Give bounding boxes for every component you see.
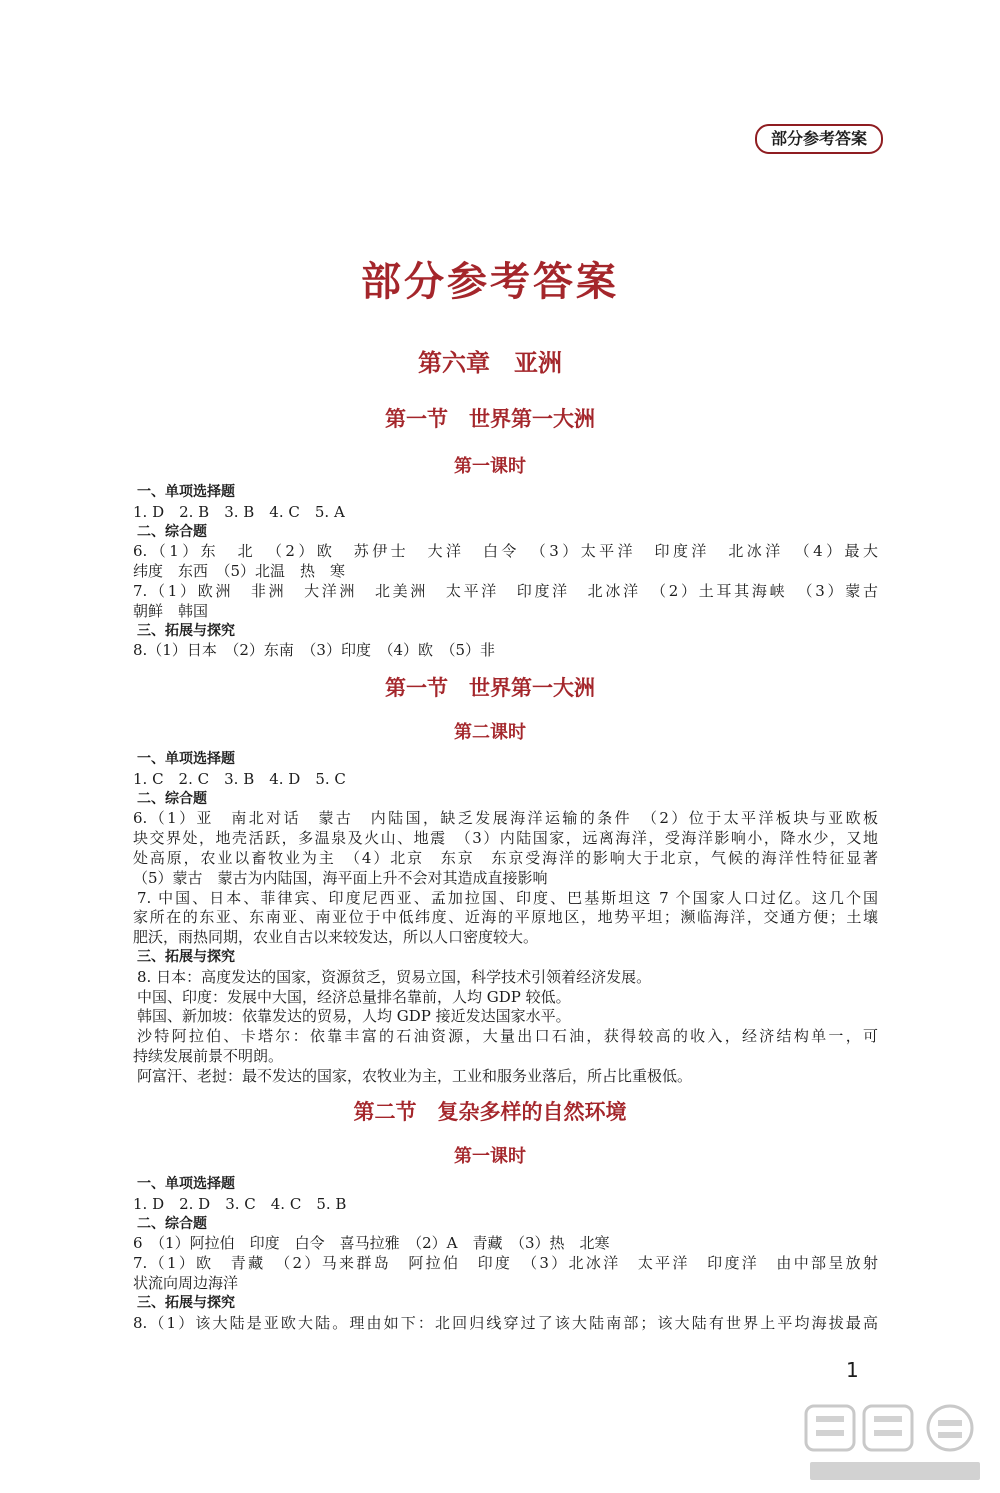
section-title: 第二节 复杂多样的自然环境: [353, 1100, 627, 1124]
answer-line: 朝鲜 韩国: [133, 601, 209, 620]
answer-line: 块交界处，地壳活跃，多温泉及火山、地震 （3）内陆国家，远离海洋，受海洋影响小，降水少，又地: [133, 829, 878, 848]
answer-block: [133, 483, 878, 661]
page-title: 部分参考答案: [361, 259, 619, 305]
answer-heading: 二、综合题: [137, 790, 207, 807]
answer-heading: 三、拓展与探究: [137, 622, 235, 639]
answer-line: 家所在的东亚、东南亚、南亚位于中低纬度、近海的平原地区，地势平坦；濒临海洋，交通方便；土壤: [133, 908, 878, 927]
chapter-title: 第六章 亚洲: [418, 349, 562, 377]
answer-heading: 二、综合题: [137, 1215, 207, 1232]
section-title: 第一节 世界第一大洲: [385, 676, 595, 700]
answer-heading: 一、单项选择题: [137, 751, 235, 767]
answer-heading: 一、单项选择题: [137, 484, 235, 500]
answer-line: 状流向周边海洋: [133, 1273, 239, 1292]
answer-line: 8.（1）该大陆是亚欧大陆。理由如下：北回归线穿过了该大陆南部；该大陆有世界上平均海拔最高: [133, 1313, 878, 1332]
answer-line: 8. 日本：高度发达的国家，资源贫乏，贸易立国，科学技术引领着经济发展。: [137, 967, 652, 986]
answer-block: [133, 750, 878, 1087]
answer-block: [133, 1175, 878, 1333]
answer-line: 纬度 东西 （5）北温 热 寒: [133, 562, 346, 581]
answer-line: 6 （1）阿拉伯 印度 白令 喜马拉雅 （2）A 青藏 （3）热 北寒: [133, 1234, 610, 1253]
answer-heading: 三、拓展与探究: [137, 1294, 235, 1311]
answer-line: 肥沃，雨热同期，农业自古以来较发达，所以人口密度较大。: [133, 928, 539, 947]
answer-line: 7. 中国、日本、菲律宾、印度尼西亚、孟加拉国、印度、巴基斯坦这 7 个国家人口过亿。这几个国: [137, 888, 878, 907]
answer-line: 6.（1）亚 南北对话 蒙古 内陆国，缺乏发展海洋运输的条件 （2）位于太平洋板块与亚欧板: [133, 809, 878, 828]
section-title: 第一节 世界第一大洲: [385, 407, 595, 431]
answer-line: 阿富汗、老挝：最不发达的国家，农牧业为主，工业和服务业落后，所占比重极低。: [137, 1066, 693, 1085]
answer-line: 处高原，农业以畜牧业为主 （4）北京 东京 东京受海洋的影响大于北京，气候的海洋性特征显著: [133, 848, 878, 867]
answer-line: 1. D 2. B 3. B 4. C 5. A: [133, 502, 345, 521]
answer-line: 韩国、新加坡：依靠发达的贸易，人均 GDP 接近发达国家水平。: [137, 1007, 571, 1026]
answer-line: 沙特阿拉伯、卡塔尔：依靠丰富的石油资源，大量出口石油，获得较高的收入，经济结构单一，可: [137, 1027, 878, 1046]
lesson-title: 第一课时: [454, 456, 526, 477]
answer-line: 8.（1）日本 （2）东南 （3）印度 （4）欧 （5）非: [133, 641, 496, 660]
answer-line: （5）蒙古 蒙古为内陆国，海平面上升不会对其造成直接影响: [133, 868, 548, 887]
lesson-title: 第一课时: [454, 1146, 526, 1167]
answer-line: 7.（1）欧 青藏 （2）马来群岛 阿拉伯 印度 （3）北冰洋 太平洋 印度洋 由中部呈放射: [133, 1254, 878, 1273]
watermark-logo: [800, 1400, 988, 1486]
answer-line: 持续发展前景不明朗。: [133, 1046, 284, 1065]
answer-line: 中国、印度：发展中大国，经济总量排名靠前，人均 GDP 较低。: [137, 987, 571, 1006]
answer-heading: 三、拓展与探究: [137, 948, 235, 965]
answer-heading: 二、综合题: [137, 523, 207, 540]
answer-heading: 一、单项选择题: [137, 1176, 235, 1192]
page-number: 1: [846, 1358, 859, 1382]
answer-line: 7.（1）欧洲 非洲 大洋洲 北美洲 太平洋 印度洋 北冰洋 （2）土耳其海峡 （3）蒙古: [133, 581, 878, 600]
header-tab-label: 部分参考答案: [755, 124, 883, 154]
answer-line: 1. D 2. D 3. C 4. C 5. B: [133, 1194, 347, 1213]
lesson-title: 第二课时: [454, 722, 526, 743]
answer-line: 1. C 2. C 3. B 4. D 5. C: [133, 769, 346, 788]
answer-line: 6.（1）东 北 （2）欧 苏伊士 大洋 白令 （3）太平洋 印度洋 北冰洋 （4）最大: [133, 542, 878, 561]
